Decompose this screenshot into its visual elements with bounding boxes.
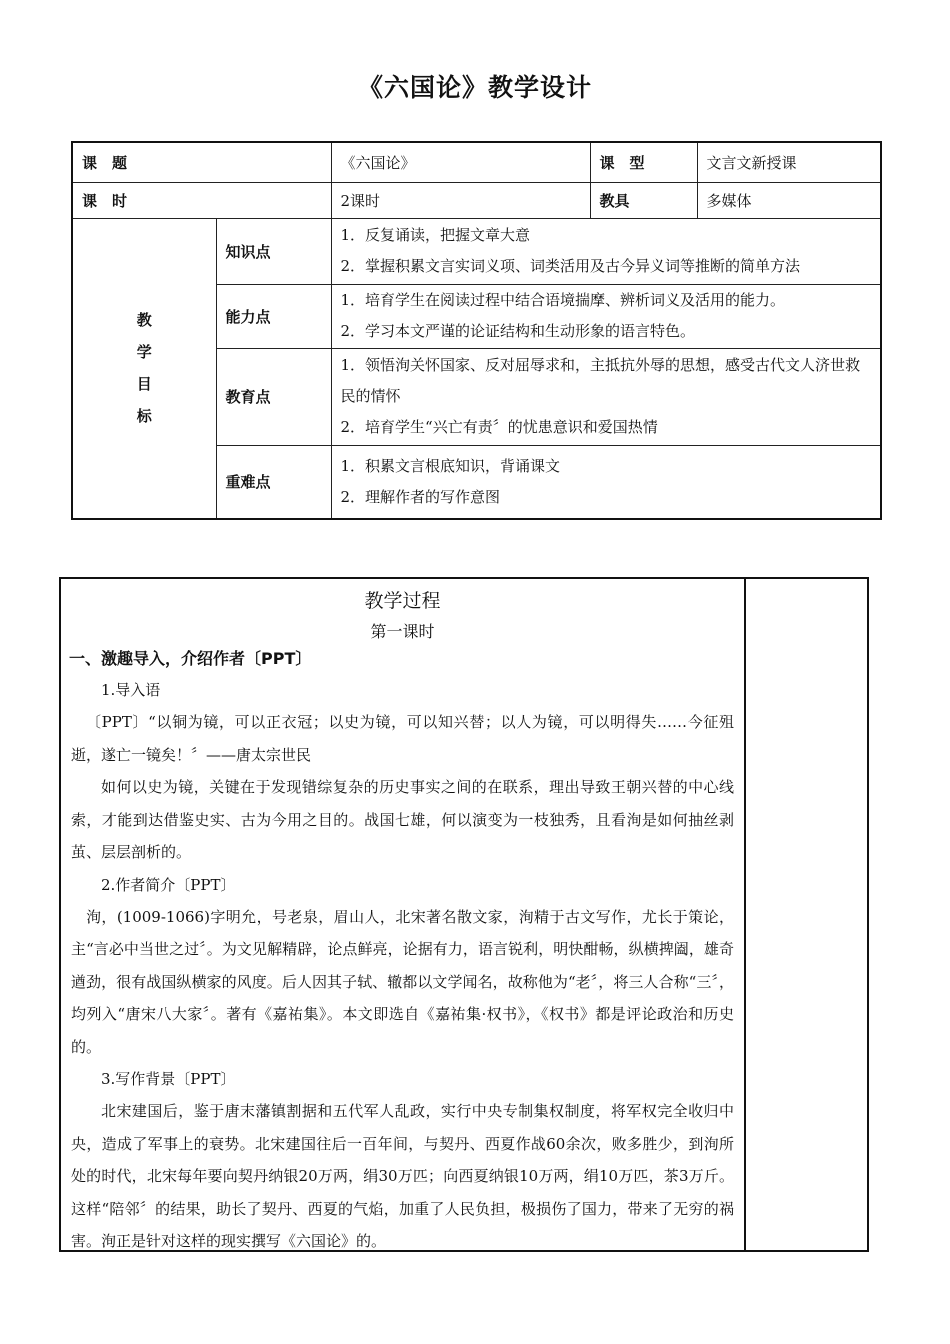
goal-content-key-points: 1．积累文言根底知识，背诵课文 2．理解作者的写作意图 <box>331 445 881 519</box>
paragraph: 北宋建国后，鉴于唐末藩镇割据和五代军人乱政，实行中央专制集权制度，将军权完全收归中央，造成了军事上的衰势。北宋建国往后一百年间，与契丹、西夏作战60余次，败多胜少，到洵所处的时代，北宋每年要向契丹纳银20万两，绢30万匹；向西夏纳银10万两，绢10万匹，茶3万斤。这样“陪邻〞的结果，助长了契丹、西夏的气焰，加重了人民负担，极损伤了国力，带来了无穷的祸害。洵正是针对这样的现实撰写《六国论》的。 <box>71 1102 734 1250</box>
goal-label-knowledge: 知识点 <box>216 218 331 284</box>
paragraph: 〔PPT〕“以铜为镜，可以正衣冠；以史为镜，可以知兴替；以人为镜，可以明得失……今征殂逝，遂亡一镜矣！〞——唐太宗世民 <box>71 713 734 764</box>
type-label: 课 型 <box>590 142 697 182</box>
notes-column-divider <box>744 579 746 1250</box>
document-title: 《六国论》教学设计 <box>357 73 592 102</box>
item-author-label: 2.作者简介〔PPT〕 <box>101 875 236 894</box>
item-intro-label: 1.导入语 <box>101 681 161 699</box>
teaching-process-content <box>61 579 744 1258</box>
topic-value: 《六国论》 <box>331 142 590 182</box>
course-info-table <box>71 141 882 520</box>
teaching-process-table <box>59 577 869 1252</box>
teaching-goals-label: 教 学 目 标 <box>72 218 216 519</box>
paragraph: 如何以史为镜，关键在于发现错综复杂的历史事实之间的在联系，理出导致王朝兴替的中心线索，才能到达借鉴史实、古为今用之目的。战国七雄，何以演变为一枝独秀，且看洵是如何抽丝剥茧、层层剖析的。 <box>71 778 734 861</box>
section-heading: 一、激趣导入，介绍作者〔PPT〕 <box>69 649 312 668</box>
info-row-hours <box>72 182 881 218</box>
hours-value: 2课时 <box>331 182 590 218</box>
goal-content-knowledge: 1．反复诵读，把握文章大意 2．掌握积累文言实词义项、词类活用及古今异义词等推断的简单方法 <box>331 218 881 284</box>
topic-label: 课 题 <box>72 142 331 182</box>
goal-content-education: 1．领悟洵关怀国家、反对屈辱求和，主抵抗外辱的思想，感受古代文人济世救民的情怀 2．培育学生“兴亡有责〞的忧患意识和爱国热情 <box>331 348 881 445</box>
hours-label: 课 时 <box>72 182 331 218</box>
type-value: 文言文新授课 <box>697 142 881 182</box>
process-subtitle: 第一课时 <box>370 622 435 641</box>
item-background-label: 3.写作背景〔PPT〕 <box>101 1070 236 1088</box>
goal-row-knowledge <box>72 218 881 284</box>
paragraph: 洵，(1009-1066)字明允，号老泉，眉山人，北宋著名散文家，洵精于古文写作，尤长于策论，主“言必中当世之过〞。为文见解精辟，论点鲜亮，论据有力，语言锐利，明快酣畅，纵横捭阖，雄奇遒劲，很有战国纵横家的风度。后人因其子轼、辙都以文学闻名，故称他为“老〞，将三人合称“三〞，均列入“唐宋八大家〞。著有《嘉祐集》。本文即选自《嘉祐集·权书》，《权书》都是评论政治和历史的。 <box>71 907 734 1056</box>
info-row-topic <box>72 142 881 182</box>
tools-label: 教具 <box>590 182 697 218</box>
goal-label-education: 教育点 <box>216 348 331 445</box>
process-title: 教学过程 <box>364 590 441 612</box>
goal-label-key-points: 重难点 <box>216 445 331 519</box>
goal-label-ability: 能力点 <box>216 284 331 348</box>
tools-value: 多媒体 <box>697 182 881 218</box>
goal-content-ability: 1．培育学生在阅读过程中结合语境揣摩、辨析词义及活用的能力。 2．学习本文严谨的论证结构和生动形象的语言特色。 <box>331 284 881 348</box>
